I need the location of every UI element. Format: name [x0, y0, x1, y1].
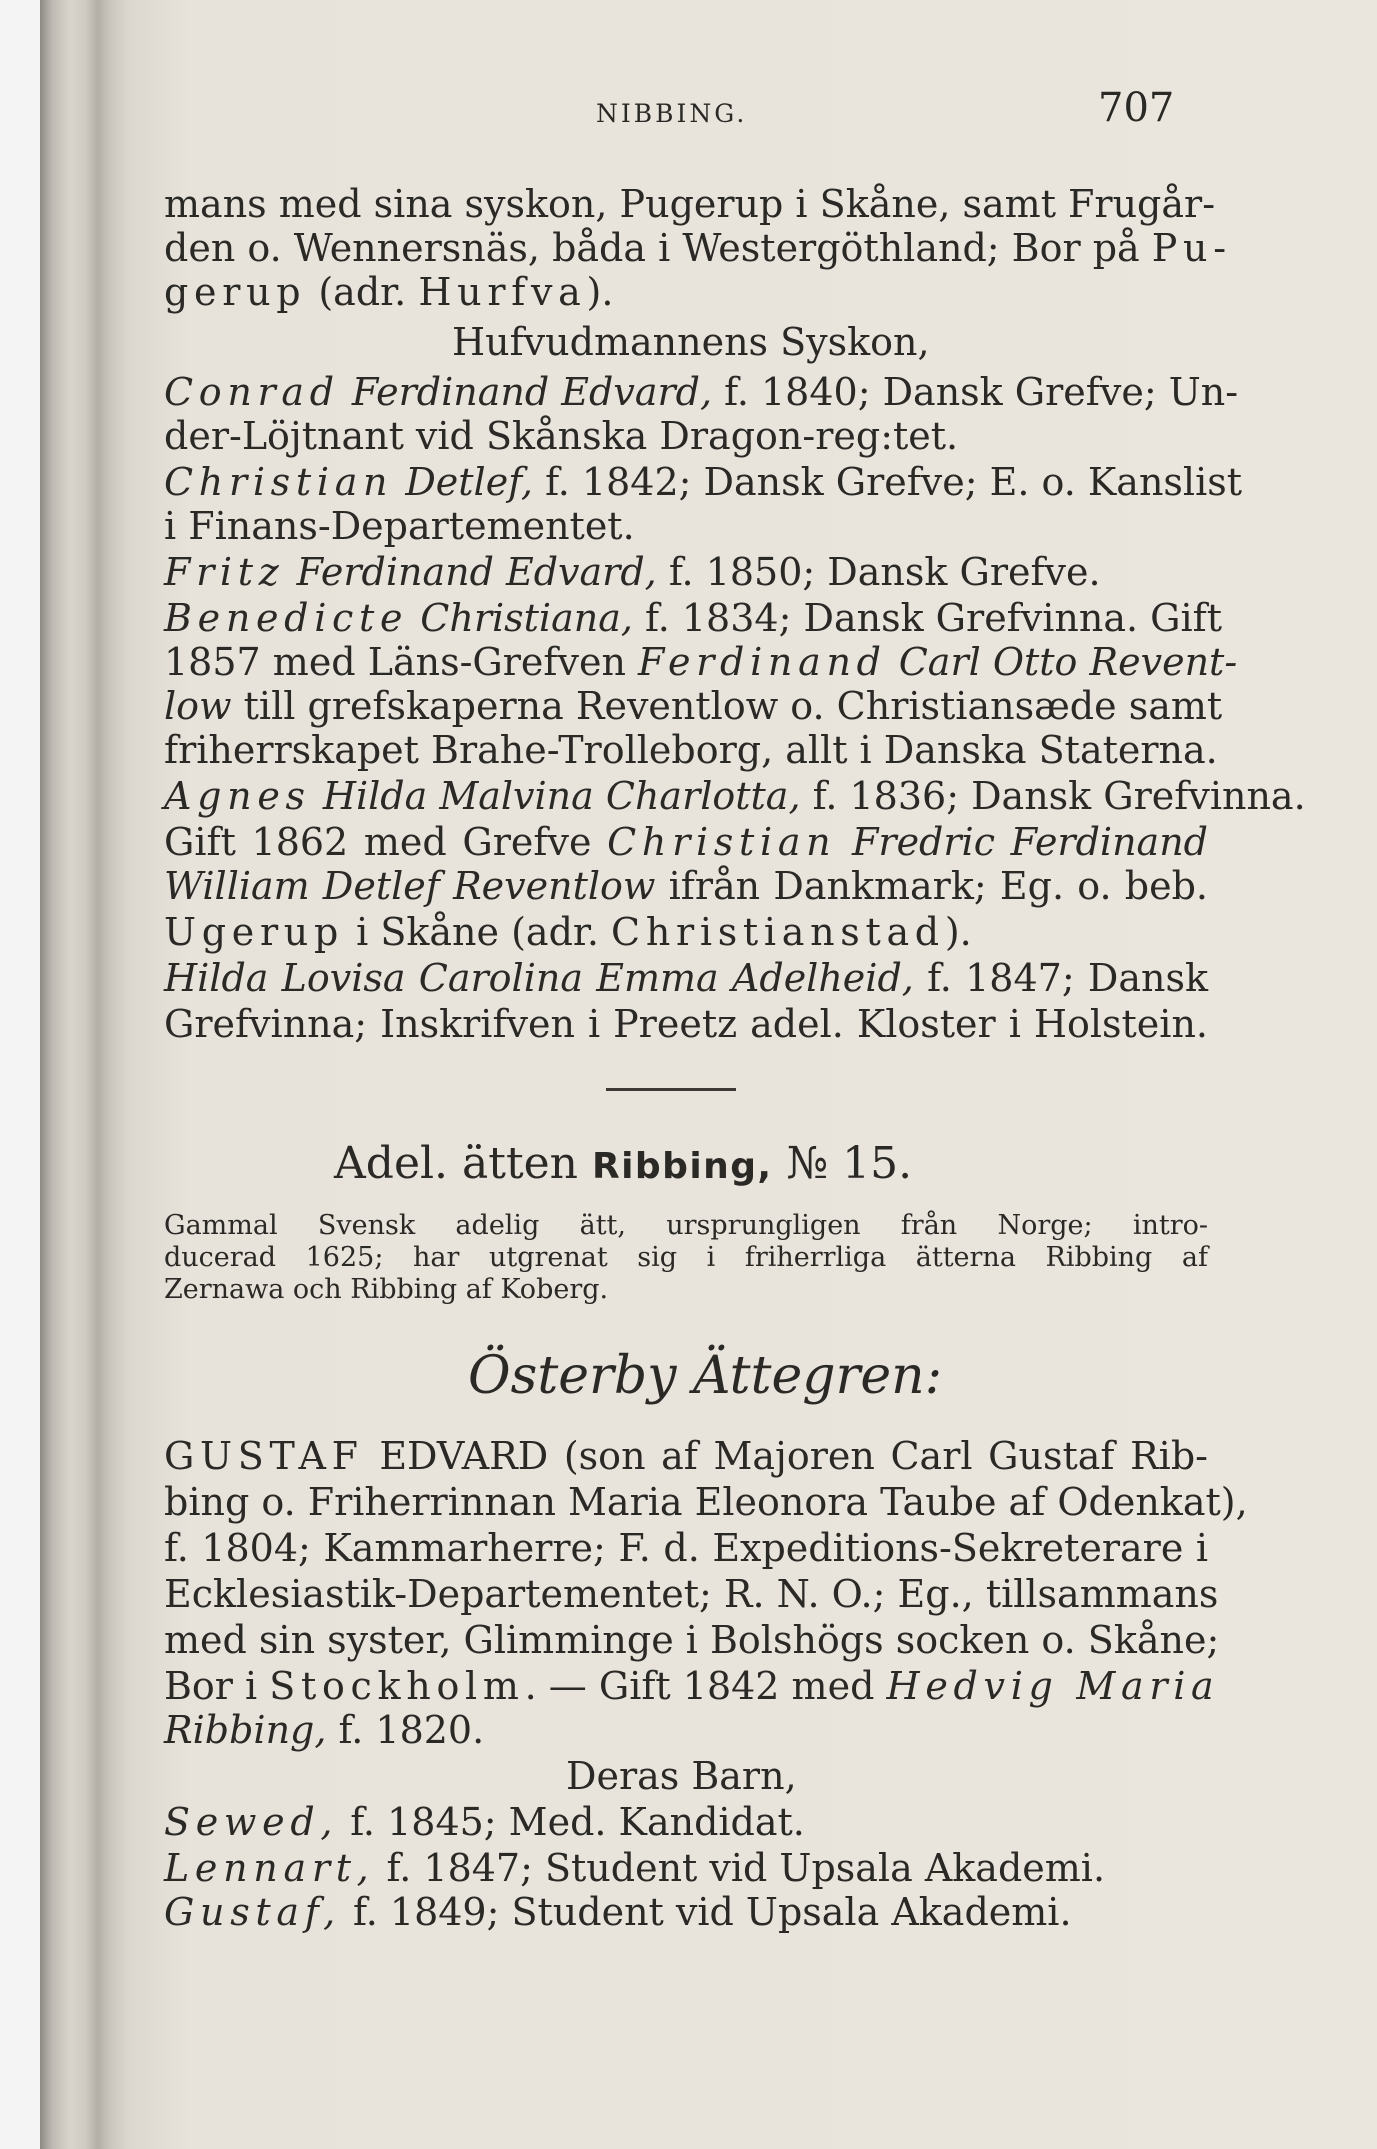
text-line: Grefvinna; Inskrifven i Preetz adel. Kloster i Holstein.	[164, 1002, 1208, 1046]
text-line: Lennart, f. 1847; Student vid Upsala Akademi.	[164, 1846, 1106, 1890]
text-line: Ecklesiastik-Departementet; R. N. O.; Eg., tillsammans	[164, 1572, 1219, 1616]
text-line: low till grefskaperna Reventlow o. Christiansæde samt	[164, 684, 1223, 728]
text-line: GUSTAF EDVARD (son af Majoren Carl Gustaf Rib-	[164, 1434, 1208, 1478]
text-line: 1857 med Läns-Grefven Ferdinand Carl Otto Revent-	[164, 640, 1238, 684]
scan-left-margin	[0, 0, 40, 2149]
text-line: bing o. Friherrinnan Maria Eleonora Taube af Odenkat),	[164, 1480, 1248, 1524]
book-spine-gutter	[40, 0, 130, 2149]
text-line: Christian Detlef, f. 1842; Dansk Grefve; E. o. Kanslist	[164, 460, 1242, 504]
text-line: Gustaf, f. 1849; Student vid Upsala Akademi.	[164, 1890, 1072, 1934]
text-line: mans med sina syskon, Pugerup i Skåne, samt Frugår-	[164, 182, 1216, 226]
text-line: den o. Wennersnäs, båda i Westergöthland; Bor på Pu-	[164, 226, 1232, 270]
text-line: William Detlef Reventlow ifrån Dankmark; Eg. o. beb.	[164, 864, 1208, 908]
section-heading: Adel. ätten Ribbing, № 15.	[334, 1138, 913, 1189]
text-line: Hilda Lovisa Carolina Emma Adelheid, f. 1847; Dansk	[164, 956, 1208, 1000]
subheading: Deras Barn,	[566, 1754, 797, 1798]
text-line: Sewed, f. 1845; Med. Kandidat.	[164, 1800, 805, 1844]
text-line: Fritz Ferdinand Edvard, f. 1850; Dansk Grefve.	[164, 550, 1101, 594]
branch-title: Österby Ättegren:	[468, 1346, 943, 1406]
text-line: gerup (adr. Hurfva).	[164, 270, 614, 314]
text-line: Benedicte Christiana, f. 1834; Dansk Grefvinna. Gift	[164, 596, 1222, 640]
text-line: Agnes Hilda Malvina Charlotta, f. 1836; Dansk Grefvinna.	[164, 774, 1306, 818]
text-line: Ribbing, f. 1820.	[164, 1708, 485, 1752]
family-intro-line: Zernawa och Ribbing af Koberg.	[164, 1274, 609, 1305]
family-intro-line: ducerad 1625; har utgrenat sig i friherrliga ätterna Ribbing af	[164, 1242, 1208, 1273]
subheading: Hufvudmannens Syskon,	[452, 320, 930, 364]
text-line: f. 1804; Kammarherre; F. d. Expeditions-Sekreterare i	[164, 1526, 1208, 1570]
section-divider	[606, 1088, 736, 1091]
book-page	[130, 0, 1377, 2149]
running-title: NIBBING.	[596, 99, 748, 128]
text-line: der-Löjtnant vid Skånska Dragon-reg:tet.	[164, 414, 959, 458]
page-number: 707	[1098, 85, 1175, 131]
text-line: Conrad Ferdinand Edvard, f. 1840; Dansk Grefve; Un-	[164, 370, 1239, 414]
text-line: Ugerup i Skåne (adr. Christianstad).	[164, 910, 972, 954]
text-line: i Finans-Departementet.	[164, 504, 635, 548]
text-line: Gift 1862 med Grefve Christian Fredric Ferdinand	[164, 820, 1208, 864]
text-line: med sin syster, Glimminge i Bolshögs socken o. Skåne;	[164, 1618, 1220, 1662]
text-line: friherrskapet Brahe-Trolleborg, allt i Danska Staterna.	[164, 728, 1218, 772]
text-line: Bor i Stockholm. — Gift 1842 med Hedvig Maria	[164, 1664, 1220, 1708]
family-intro-line: Gammal Svensk adelig ätt, ursprungligen från Norge; intro-	[164, 1210, 1208, 1241]
